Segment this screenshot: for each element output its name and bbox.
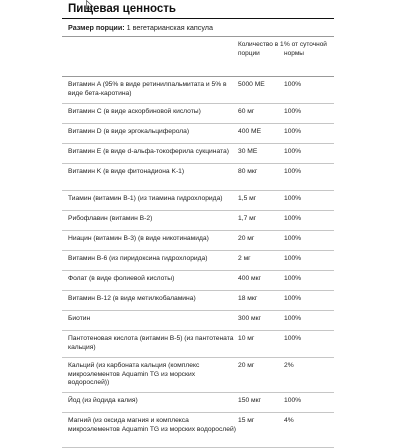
table-row [62, 164, 334, 191]
nutrient-amount: 400 МЕ [238, 128, 262, 135]
nutrient-amount: 1,5 мг [238, 195, 257, 202]
nutrient-name: Фолат (в виде фолиевой кислоты) [68, 275, 175, 282]
nutrient-daily-value: 100% [284, 295, 302, 302]
table-row [62, 393, 334, 413]
table-row [62, 251, 334, 271]
nutrient-name: Йод (из йодида калия) [68, 397, 138, 404]
nutrient-amount: 30 МЕ [238, 148, 258, 155]
nutrient-daily-value: 100% [284, 397, 302, 404]
nutrient-name: Магний (из оксида магния и комплекса микроэлементов Aquamin TG из морских водорослей) [68, 417, 236, 433]
table-row [62, 211, 334, 231]
nutrient-daily-value: 100% [284, 108, 302, 115]
table-row [62, 231, 334, 251]
nutrient-name: Биотин [68, 315, 91, 322]
nutrient-name: Витамин D (в виде эргокальциферола) [68, 128, 190, 135]
nutrient-amount: 2 мг [238, 255, 251, 262]
nutrient-daily-value: 100% [284, 275, 302, 282]
table-row [62, 77, 334, 104]
nutrient-name: Витамин E (в виде d-альфа-токоферила сукцината) [68, 148, 229, 155]
nutrient-name: Витамин C (в виде аскорбиновой кислоты) [68, 108, 201, 115]
nutrient-daily-value: 100% [284, 128, 302, 135]
table-row [62, 144, 334, 164]
nutrient-daily-value: 100% [284, 315, 302, 322]
nutrient-daily-value: 100% [284, 195, 302, 202]
nutrient-name: Витамин A (95% в виде ретинилпальмитата и 5% в виде бета-каротина) [68, 81, 227, 97]
header-name-cell [62, 40, 238, 76]
nutrient-daily-value: 100% [284, 255, 302, 262]
nutrient-name: Витамин K (в виде фитонадиона K-1) [68, 168, 185, 175]
serving-size-label: Размер порции: [68, 23, 125, 32]
table-row [62, 291, 334, 311]
table-row [62, 124, 334, 144]
table-header [62, 37, 334, 77]
nutrient-name: Рибофлавин (витамин B-2) [68, 215, 153, 222]
nutrient-name: Витамин B-12 (в виде метилкобаламина) [68, 295, 196, 302]
nutrient-amount: 150 мкг [238, 397, 261, 404]
nutrient-daily-value: 2% [284, 362, 294, 369]
nutrient-amount: 80 мкг [238, 168, 258, 175]
nutrient-daily-value: 100% [284, 335, 302, 342]
nutrient-amount: 18 мкг [238, 295, 258, 302]
nutrient-daily-value: 100% [284, 215, 302, 222]
nutrient-amount: 20 мг [238, 235, 255, 242]
table-row [62, 271, 334, 291]
header-daily-value: % от суточной нормы [284, 41, 327, 57]
nutrient-amount: 20 мг [238, 362, 255, 369]
nutrient-name: Кальций (из карбоната кальция (комплекс микроэлементов Aquamin TG из морских водорослей)) [68, 362, 200, 387]
nutrient-name: Тиамин (витамин B-1) (из тиамина гидрохлорида) [68, 195, 223, 202]
serving-size [62, 19, 334, 37]
nutrient-amount: 10 мг [238, 335, 255, 342]
nutrient-daily-value: 4% [284, 417, 294, 424]
nutrient-amount: 400 мкг [238, 275, 261, 282]
table-row [62, 331, 334, 358]
serving-size-value: 1 вегетарианская капсула [126, 23, 213, 32]
nutrient-amount: 15 мг [238, 417, 255, 424]
nutrient-daily-value: 100% [284, 235, 302, 242]
nutrient-amount: 60 мг [238, 108, 255, 115]
nutrient-daily-value: 100% [284, 148, 302, 155]
supplement-facts-panel [62, 0, 334, 448]
nutrient-name: Витамин B-6 (из пиридоксина гидрохлорида) [68, 255, 208, 262]
panel-title: Пищевая ценность [62, 0, 334, 19]
nutrient-name: Ниацин (витамин B-3) (в виде никотинамида) [68, 235, 209, 242]
table-row [62, 413, 334, 448]
table-row [62, 104, 334, 124]
table-row [62, 311, 334, 331]
nutrient-daily-value: 100% [284, 168, 302, 175]
nutrient-amount: 5000 МЕ [238, 81, 265, 88]
header-amount: Количество в 1 порции [238, 41, 284, 57]
nutrient-daily-value: 100% [284, 81, 302, 88]
nutrient-name: Пантотеновая кислота (витамин B-5) (из пантотената кальция) [68, 335, 234, 351]
nutrient-amount: 1,7 мг [238, 215, 257, 222]
table-row [62, 358, 334, 393]
table-row [62, 191, 334, 211]
nutrient-amount: 300 мкг [238, 315, 261, 322]
